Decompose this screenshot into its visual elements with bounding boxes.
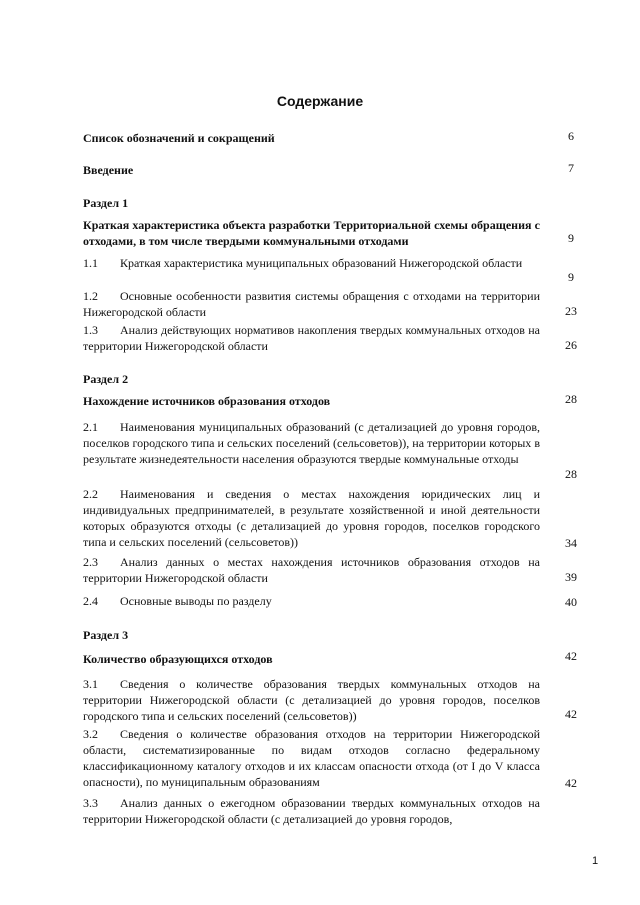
toc-entry-text: Краткая характеристика муниципальных образований Нижегородской области — [120, 256, 523, 270]
toc-entry-number: 2.1 — [83, 420, 98, 434]
toc-entry-3-2 — [83, 726, 540, 790]
toc-entry-abbreviations — [83, 130, 540, 146]
toc-page-number: 40 — [565, 595, 577, 609]
toc-entry-text: Наименования и сведения о местах нахождения юридических лиц и индивидуальных предпринимателей, в результате хозяйственной и иной деятельности которых образуются отходы (с детализацией до уровня городов, поселков городского типа и сельских поселений (сельсоветов)) — [83, 487, 540, 549]
toc-page-number: 7 — [568, 161, 574, 175]
toc-page-number: 26 — [565, 338, 577, 352]
toc-page-number: 9 — [568, 231, 574, 245]
toc-entry-text: Анализ данных о местах нахождения источников образования отходов на территории Нижегородской области — [83, 555, 540, 585]
toc-entry-number: 2.4 — [83, 594, 98, 608]
toc-entry-introduction — [83, 162, 540, 178]
toc-section-heading-1 — [83, 195, 540, 211]
toc-entry-text: Наименования муниципальных образований (с детализацией до уровня городов, поселков городского типа и сельских поселений (сельсоветов)), на территории которых в результате жизнедеятельности населения образуются твердые коммунальные отходы — [83, 420, 540, 466]
toc-entry-1-1 — [83, 255, 540, 271]
page-number: 1 — [592, 855, 599, 867]
toc-entry-1-3 — [83, 322, 540, 354]
toc-entry-number: 3.2 — [83, 727, 98, 741]
toc-entry-text: Количество образующихся отходов — [83, 652, 273, 666]
toc-section-heading-3 — [83, 627, 540, 643]
toc-entry-number: 1.2 — [83, 289, 98, 303]
toc-entry-text: Раздел 1 — [83, 196, 129, 210]
toc-entry-2-4 — [83, 593, 540, 609]
toc-entry-text: Введение — [83, 163, 134, 177]
toc-page-number: 6 — [568, 129, 574, 143]
toc-entry-text: Раздел 2 — [83, 372, 129, 386]
toc-entry-text: Краткая характеристика объекта разработки Территориальной схемы обращения с отходами, в том числе твердыми коммунальными отходами — [83, 218, 540, 248]
toc-entry-3-3 — [83, 795, 540, 827]
toc-page-number: 28 — [565, 467, 577, 481]
toc-entry-text: Сведения о количестве образования твердых коммунальных отходов на территории Нижегородской области (с детализацией до уровня городов, поселков городского типа и сельских поселений (сельсоветов)) — [83, 677, 540, 723]
toc-entry-number: 1.3 — [83, 323, 98, 337]
toc-entry-number: 2.3 — [83, 555, 98, 569]
toc-entry-text: Раздел 3 — [83, 628, 129, 642]
toc-entry-number: 2.2 — [83, 487, 98, 501]
toc-entry-2-2 — [83, 486, 540, 550]
toc-entry-3-1 — [83, 676, 540, 724]
toc-entry-text: Основные выводы по разделу — [120, 594, 272, 608]
toc-entry-2-1 — [83, 419, 540, 467]
toc-entry-text: Основные особенности развития системы обращения с отходами на территории Нижегородской области — [83, 289, 540, 319]
toc-entry-section-3-title — [83, 651, 540, 667]
toc-entry-number: 3.3 — [83, 796, 98, 810]
toc-entry-text: Нахождение источников образования отходов — [83, 394, 331, 408]
toc-entry-1-2 — [83, 288, 540, 320]
toc-page-number: 42 — [565, 776, 577, 790]
toc-page-number: 28 — [565, 392, 577, 406]
toc-entry-number: 3.1 — [83, 677, 98, 691]
toc-entry-section-2-title — [83, 393, 540, 409]
toc-page-number: 42 — [565, 707, 577, 721]
toc-page-number: 23 — [565, 304, 577, 318]
toc-page-number: 39 — [565, 570, 577, 584]
toc-page-number: 42 — [565, 649, 577, 663]
toc-entry-text: Анализ действующих нормативов накопления твердых коммунальных отходов на территории Нижегородской области — [83, 323, 540, 353]
toc-entry-text: Список обозначений и сокращений — [83, 131, 275, 145]
toc-entry-2-3 — [83, 554, 540, 586]
toc-entry-text: Сведения о количестве образования отходов на территории Нижегородской области, систематизированные по видам отходов согласно федеральному классификационному каталогу отходов и их классам опасности отхода (от I до V класса опасности), по муниципальным образованиям — [83, 727, 540, 789]
toc-page-number: 34 — [565, 536, 577, 550]
toc-entry-section-1-title — [83, 217, 540, 249]
toc-section-heading-2 — [83, 371, 540, 387]
toc-page-number: 9 — [568, 270, 574, 284]
page-title: Содержание — [276, 93, 364, 109]
toc-entry-text: Анализ данных о ежегодном образовании твердых коммунальных отходов на территории Нижегородской области (с детализацией до уровня городов, — [83, 796, 540, 826]
toc-entry-number: 1.1 — [83, 256, 98, 270]
